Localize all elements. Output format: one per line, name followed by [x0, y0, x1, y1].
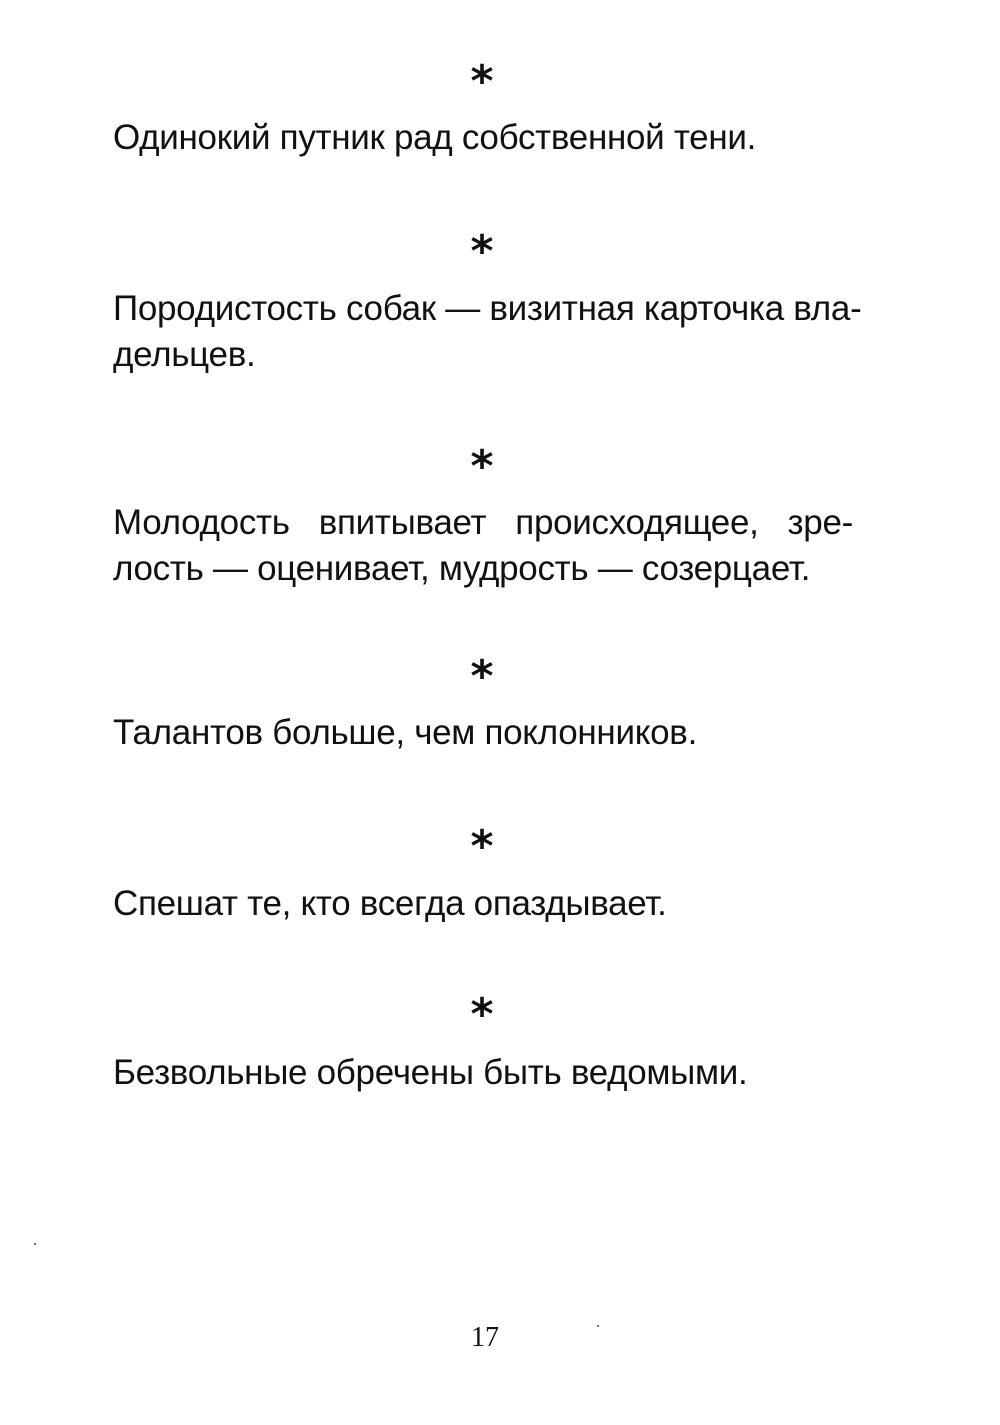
aphorism — [113, 286, 862, 378]
aphorism-line: Талантов больше, чем поклонников. — [113, 713, 697, 752]
aphorism — [113, 710, 853, 756]
separator-asterisk: * — [470, 651, 494, 702]
page-number: 17 — [471, 1322, 499, 1353]
aphorism-line: Одинокий путник рад собственной тени. — [113, 118, 757, 157]
separator-asterisk: * — [470, 989, 494, 1040]
aphorism-line: Породистость собак — визитная карточка вла- — [113, 289, 862, 328]
aphorism — [113, 500, 853, 592]
separator-asterisk: * — [470, 821, 494, 872]
scan-speck — [597, 1325, 599, 1327]
aphorism-line: дельцев. — [113, 335, 256, 374]
separator-asterisk: * — [470, 441, 494, 492]
scan-speck — [34, 1243, 36, 1245]
aphorism — [113, 115, 853, 161]
aphorism-line: лость — оценивает, мудрость — созерцает. — [113, 549, 811, 588]
aphorism-line: Молодость впитывает происходящее, зре- — [113, 503, 853, 542]
aphorism-line: Спешат те, кто всегда опаздывает. — [113, 884, 667, 923]
separator-asterisk: * — [470, 56, 494, 107]
aphorism — [113, 881, 853, 927]
aphorism — [113, 1050, 853, 1096]
separator-asterisk: * — [470, 226, 494, 277]
aphorism-line: Безвольные обречены быть ведомыми. — [113, 1053, 748, 1092]
